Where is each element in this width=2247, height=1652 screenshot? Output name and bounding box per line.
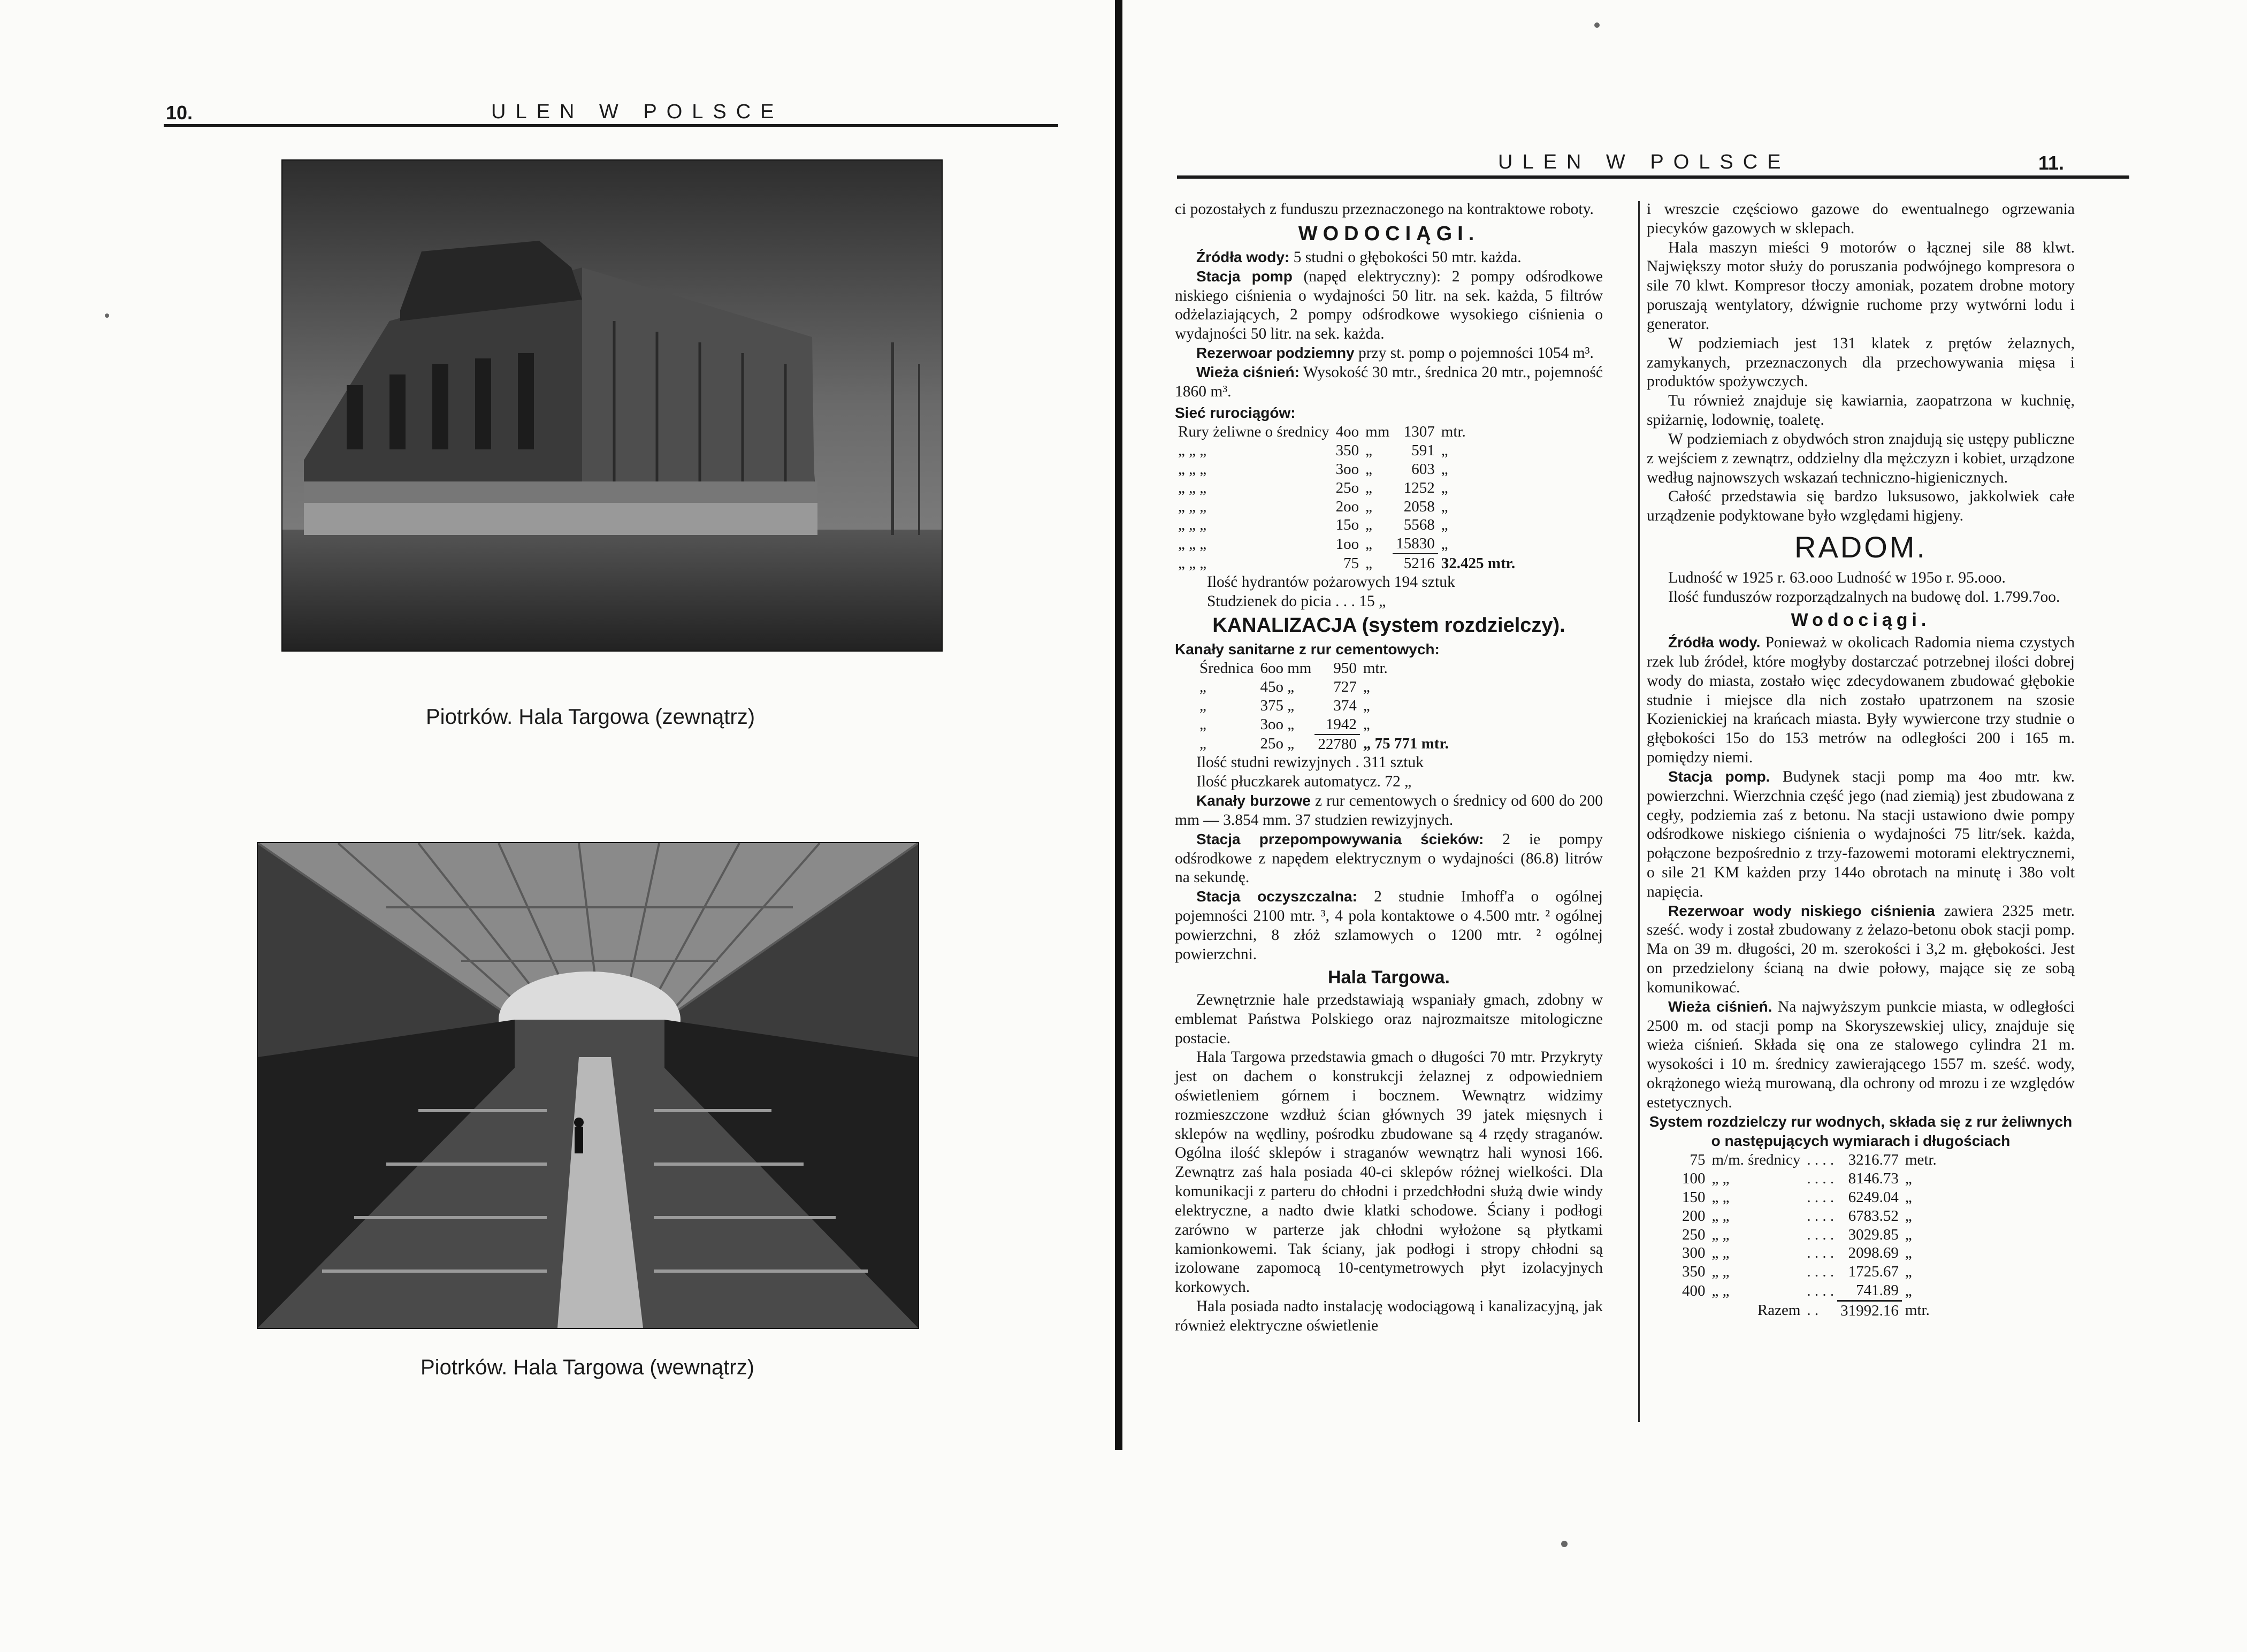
para-calosc: Całość przedstawia się bardzo luksusowo, jakkolwiek całe urządzenie podyktowane było względami higjeny. <box>1647 488 2075 525</box>
table-row: „ „ „ 350 „ 591 „ <box>1178 442 1448 460</box>
para-gaz: i wreszcie częściowo gazowe do ewentualnego ogrzewania piecyków gazowych w sklepach. <box>1647 201 2075 237</box>
heading-hala-targowa: Hala Targowa. <box>1328 967 1450 988</box>
pluczkarek-line: Ilość płuczkarek automatycz. 72 „ <box>1196 773 1412 791</box>
photo-market-hall-exterior <box>281 159 943 652</box>
table-row: Rury żeliwne o średnicy 4oo mm 1307 mtr. <box>1178 423 1466 441</box>
table-row: 300 „ „ . . . . 2098.69 „ <box>1682 1244 1912 1262</box>
scan-speck <box>1594 22 1600 28</box>
header-rule-left <box>164 124 1058 127</box>
table-water-pipes <box>1175 423 1518 572</box>
photo-market-hall-interior <box>257 842 919 1329</box>
para-ustepy: W podziemiach z obydwóch stron znajdują się ustępy publiczne z wejściem z zewnątrz, oddzielny dla mężczyzn i kobiet, urządzone według najnowszych wskazań techniczno-higienicznych. <box>1647 430 2075 486</box>
page-number-right: 11. <box>2038 152 2065 174</box>
column-1 <box>1175 200 1603 1336</box>
running-head-left: ULEN W POLSCE <box>491 101 784 123</box>
para-ludnosc: Ludność w 1925 r. 63.ooo Ludność w 195o r. 95.ooo. <box>1668 569 2006 587</box>
heading-wodociagi-radom: Wodociągi. <box>1791 609 1931 630</box>
table-row: „ „ „ 1oo „ 15830 „ <box>1178 535 1448 553</box>
para-rezerwoar-radom: Rezerwoar wody niskiego ciśnienia zawiera 2325 metr. sześć. wody i został zbudowany z żelazo-betonu obok stacji pomp. Ma on 39 m. długości, 20 m. szerokości i 3,2 m. głębokości. Jest on przedzielony ścianą na dwie połowy, mające się ze sobą komunikować. <box>1647 902 2075 996</box>
page-number-left: 10. <box>166 102 193 124</box>
table-row: 250 „ „ . . . . 3029.85 „ <box>1682 1226 1912 1243</box>
para-kawiarnia: Tu również znajduje się kawiarnia, zaopatrzona w kuchnię, spiżarnię, lodownię, toaletę. <box>1647 392 2075 429</box>
para-stacja-pomp: Stacja pomp (napęd elektryczny): 2 pompy odśrodkowe niskiego ciśnienia o wydajności 50 litr. na sek. każda, 5 filtrów odżelaziających, 2 pompy odśrodkowe wysokiego ciśnienia o wydajności 50 litr. na sek. każda. <box>1175 267 1603 343</box>
photo-interior-image <box>258 843 918 1328</box>
table-radom-pipes <box>1679 1151 1940 1320</box>
para-klatki: W podziemiach jest 131 klatek z prętów żelaznych, zamykanych, przeznaczonych dla przechowywania mięsa i produktów spożywczych. <box>1647 334 2075 391</box>
para-wieza: Wieża ciśnień: Wysokość 30 mtr., średnica 20 mtr., pojemność 1860 m³. <box>1175 363 1603 400</box>
heading-radom: RADOM. <box>1794 530 1927 564</box>
table-row-total: Razem . . 31992.16 mtr. <box>1757 1302 1930 1319</box>
table-row: 200 „ „ . . . . 6783.52 „ <box>1682 1207 1912 1225</box>
column-2 <box>1647 200 2075 1320</box>
para-stacja-radom: Stacja pomp. Budynek stacji pomp ma 4oo mtr. kw. powierzchni. Wierzchnia część jego (nad ziemią) jest zbudowana z cegły, podziemia zaś z betonu. Na stacji ustawiono dwie pompy odśrodkowe niskiego ciśnienia o wydajności 75 litr/sek. każda, połączone bezpośrednio z trzy-fazowemi motorami elektrycznemi, o sile 21 KM każden przy 144o obrotach na minutę i 38o volt napięcia. <box>1647 768 2075 900</box>
heading-wodociagi: WODOCIĄGI. <box>1298 222 1480 245</box>
para-hala-1: Zewnętrznie hale przedstawiają wspaniały gmach, zdobny w emblemat Państwa Polskiego oraz najrozmaitsze mitologiczne postacie. <box>1175 991 1603 1047</box>
heading-kanalizacja: KANALIZACJA (system rozdzielczy). <box>1212 614 1565 637</box>
para-kanaly-burzowe: Kanały burzowe z rur cementowych o średnicy od 600 do 200 mm — 3.854 mm. 37 studzien rewizyjnych. <box>1175 792 1603 829</box>
table-row: „ 45o „ 727 „ <box>1199 678 1370 696</box>
column-divider <box>1638 201 1640 1422</box>
table-row: „ „ „ 15o „ 5568 „ <box>1178 516 1448 534</box>
table-row: Średnica 6oo mm 950 mtr. <box>1199 660 1388 677</box>
para-rezerwoar: Rezerwoar podziemny przy st. pomp o pojemności 1054 m³. <box>1196 345 1594 362</box>
table-sanitary-sewers <box>1196 659 1452 753</box>
table-row: „ „ „ 25o „ 1252 „ <box>1178 479 1448 496</box>
page-fold <box>1115 0 1122 1450</box>
table-row: 75 m/m. średnicy . . . . 3216.77 metr. <box>1690 1151 1937 1169</box>
para-zrodla: Źródła wody: 5 studni o głębokości 50 mtr. każda. <box>1196 248 1522 266</box>
para-zrodla-radom: Źródła wody. Ponieważ w okolicach Radomia niema czystych rzek lub źródeł, które mogłyby dostarczać potrzebnej ilości dobrej wody do miasta, zostało więc zdecydowanem zbudować głębokie studnie i miejsce dla nich zostało upatrzonem na szosie Kozienickiej na krańcach miasta. Były wywiercone trzy studnie o głębokości 15o do 153 metrów na odległości 200 i 165 m. pomiędzy niemi. <box>1647 634 2075 767</box>
scan-speck <box>105 313 109 318</box>
para-hala-2: Hala Targowa przedstawia gmach o długości 70 mtr. Przykryty jest on dachem o konstrukcji żelaznej z odpowiedniem oświetleniem górnem i bocznem. Wewnątrz widzimy rozmieszczone wzdłuż ścian głównych 39 jatek mięsnych i sklepów na wędliny, pośrodku zbudowane są 4 rzędy straganów. Ogólna ilość sklepów i straganów wewnątrz hali wynosi 166. Zewnątrz zaś hala posiada 40-ci sklepów różnej wielkości. Dla komunikacji z parteru do chłodni i przedchłodni służą dwie windy elektryczne, a nadto dwie klatki schodowe. Ściany i podłogi zarówno w parterze jak chłodni wyłożone są płytkami kamionkowemi. Tak ściany, jak podłogi i stropy chłodni są izolowane zapomocą 10-centymetrowych płyt izolacyjnych korkowych. <box>1175 1049 1603 1296</box>
para-hala-maszyn: Hala maszyn mieści 9 motorów o łącznej sile 88 klwt. Największy motor służy do poruszania podwójnego kompresora o sile 70 klwt. Kompresor tłoczy amoniak, pozatem drobne motory poruszają wentylatory, dźwignie ruchome przy wytwórni lodu i generator. <box>1647 239 2075 333</box>
para-hala-3: Hala posiada nadto instalację wodociągową i kanalizacyjną, jak również elektryczne oświetlenie <box>1175 1298 1603 1334</box>
hydranty-line: Ilość hydrantów pożarowych 194 sztuk <box>1207 573 1455 591</box>
table-row: 100 „ „ . . . . 8146.73 „ <box>1682 1170 1912 1188</box>
running-head-right: ULEN W POLSCE <box>1498 151 1791 173</box>
para-wieza-radom: Wieża ciśnień. Na najwyższym punkcie miasta, w odległości 2500 m. od stacji pomp na Skoryszewskiej ulicy, znajduje się wieża ciśnień. Składa się ona ze stalowego cylindra 21 m. wysokości i 10 m. średnicy zawierającego 1557 m. sześć. wody, okrążonego wieżą murowaną, dla ochrony od mrozu i ze względów estetycznych. <box>1647 998 2075 1111</box>
para-oczyszczalnia: Stacja oczyszczalna: 2 studnie Imhoff'a o ogólnej pojemności 2100 mtr. ³, 4 pola kontaktowe o 4.500 mtr. ² ogólnej powierzchni, 8 złóż szlamowych o 1200 mtr. ² ogólnej powierzchni. <box>1175 888 1603 963</box>
left-page <box>0 0 1113 1652</box>
table-row: „ „ „ 75 „ 5216 32.425 mtr. <box>1178 554 1516 572</box>
table-row: „ 3oo „ 1942 „ <box>1199 715 1370 733</box>
table-row: 400 „ „ . . . . 741.89 „ <box>1682 1282 1912 1299</box>
para-fundusze: Ilość funduszów rozporządzalnych na budowę dol. 1.799.7oo. <box>1668 588 2060 606</box>
para-przepompownia: Stacja przepompowywania ścieków: 2 ie pompy odśrodkowe z napędem elektrycznym o wydajności (86.8) litrów na sekundę. <box>1175 830 1603 886</box>
table-row: 150 „ „ . . . . 6249.04 „ <box>1682 1189 1912 1206</box>
table-row: „ „ „ 3oo „ 603 „ <box>1178 461 1448 478</box>
photo-exterior-image <box>282 160 942 651</box>
table-row: „ 25o „ 22780 „ 75 771 mtr. <box>1199 735 1449 753</box>
studni-rewizyjnych-line: Ilość studni rewizyjnych . 311 sztuk <box>1196 754 1424 771</box>
studzienki-line: Studzienek do picia . . . 15 „ <box>1207 592 1386 610</box>
intro-text: ci pozostałych z funduszu przeznaczonego na kontraktowe roboty. <box>1175 201 1594 218</box>
table-row: „ „ „ 2oo „ 2058 „ <box>1178 498 1448 515</box>
table-row: 350 „ „ . . . . 1725.67 „ <box>1682 1263 1912 1281</box>
scan-speck <box>1561 1541 1568 1547</box>
header-rule-right <box>1177 175 2129 179</box>
label-system-rozdzielczy: System rozdzielczy rur wodnych, składa się z rur żeliwnych o następujących wymiarach i długościach <box>1649 1113 2073 1149</box>
caption-exterior: Piotrków. Hala Targowa (zewnątrz) <box>426 705 755 729</box>
label-siec: Sieć rurociągów: <box>1175 404 1296 421</box>
label-kanaly-sanitarne: Kanały sanitarne z rur cementowych: <box>1175 640 1440 657</box>
table-row: „ 375 „ 374 „ <box>1199 697 1370 715</box>
caption-interior: Piotrków. Hala Targowa (wewnątrz) <box>421 1356 754 1379</box>
